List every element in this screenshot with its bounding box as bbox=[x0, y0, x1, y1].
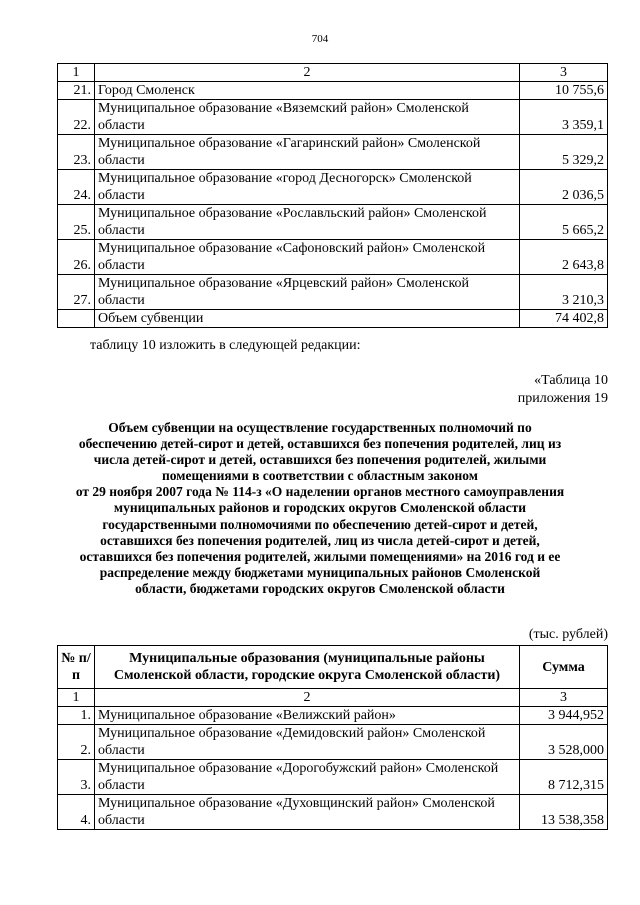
row-name: Муниципальное образование «Вяземский район» Смоленской области bbox=[95, 100, 520, 135]
row-number: 1. bbox=[58, 707, 95, 725]
row-number: 21. bbox=[58, 82, 95, 100]
total-row bbox=[58, 310, 608, 328]
header-municipality: Муниципальные образования (муниципальные районы Смоленской области, городские округа Смоленской области) bbox=[95, 646, 520, 689]
row-number: 26. bbox=[58, 240, 95, 275]
total-number-cell bbox=[58, 310, 95, 328]
row-number: 4. bbox=[58, 795, 95, 830]
table-title bbox=[40, 420, 600, 597]
units-label: (тыс. рублей) bbox=[528, 627, 608, 642]
row-amount: 10 755,6 bbox=[520, 82, 608, 100]
index-cell: 3 bbox=[520, 64, 608, 82]
table-row bbox=[58, 760, 608, 795]
row-number: 27. bbox=[58, 275, 95, 310]
table-row bbox=[58, 82, 608, 100]
row-number: 22. bbox=[58, 100, 95, 135]
index-cell: 3 bbox=[520, 689, 608, 707]
table-reference bbox=[518, 372, 608, 408]
table-row bbox=[58, 100, 608, 135]
title-line: государственными полномочиями по обеспечению детей-сирот и детей, bbox=[102, 516, 538, 532]
table-row bbox=[58, 725, 608, 760]
row-number: 3. bbox=[58, 760, 95, 795]
table-row bbox=[58, 205, 608, 240]
title-line: обеспечению детей-сирот и детей, оставшихся без попечения родителей, лиц из bbox=[78, 436, 562, 452]
row-amount: 5 329,2 bbox=[520, 135, 608, 170]
row-amount: 3 359,1 bbox=[520, 100, 608, 135]
row-name: Муниципальное образование «Духовщинский район» Смоленской области bbox=[95, 795, 520, 830]
index-cell: 2 bbox=[95, 689, 520, 707]
title-line: Объем субвенции на осуществление государственных полномочий по bbox=[108, 420, 532, 435]
instruction-text: таблицу 10 изложить в следующей редакции: bbox=[90, 338, 361, 353]
row-name: Муниципальное образование «Сафоновский район» Смоленской области bbox=[95, 240, 520, 275]
total-label: Объем субвенции bbox=[95, 310, 520, 328]
header-number: № п/п bbox=[58, 646, 95, 689]
row-amount: 8 712,315 bbox=[520, 760, 608, 795]
row-name: Муниципальное образование «Демидовский район» Смоленской области bbox=[95, 725, 520, 760]
title-line: помещениями в соответствии с областным законом bbox=[162, 468, 478, 484]
subvention-table-2016 bbox=[57, 645, 608, 830]
row-amount: 2 036,5 bbox=[520, 170, 608, 205]
row-amount: 2 643,8 bbox=[520, 240, 608, 275]
title-line: муниципальных районов и городских округов Смоленской области bbox=[113, 500, 527, 516]
header-amount: Сумма bbox=[520, 646, 608, 689]
row-name: Муниципальное образование «город Десногорск» Смоленской области bbox=[95, 170, 520, 205]
row-amount: 5 665,2 bbox=[520, 205, 608, 240]
index-cell: 2 bbox=[95, 64, 520, 82]
table-header-row bbox=[58, 646, 608, 689]
subvention-table-previous bbox=[57, 63, 608, 328]
table-reference-line: «Таблица 10 bbox=[534, 373, 608, 388]
table-index-row bbox=[58, 64, 608, 82]
row-name: Муниципальное образование «Ярцевский район» Смоленской области bbox=[95, 275, 520, 310]
title-line: оставшихся без попечения родителей, лиц из числа детей-сирот и детей, bbox=[100, 532, 540, 548]
index-cell: 1 bbox=[58, 689, 95, 707]
row-amount: 13 538,358 bbox=[520, 795, 608, 830]
table-row bbox=[58, 135, 608, 170]
table-row bbox=[58, 707, 608, 725]
row-amount: 3 210,3 bbox=[520, 275, 608, 310]
title-line: от 29 ноября 2007 года № 114-з «О наделении органов местного самоуправления bbox=[75, 484, 565, 500]
table-row bbox=[58, 170, 608, 205]
table-row bbox=[58, 275, 608, 310]
row-number: 2. bbox=[58, 725, 95, 760]
row-name: Муниципальное образование «Велижский район» bbox=[95, 707, 520, 725]
index-cell: 1 bbox=[58, 64, 95, 82]
title-line: оставшихся без попечения родителей, жилыми помещениями» на 2016 год и ее bbox=[79, 548, 561, 564]
page-number: 704 bbox=[311, 33, 329, 45]
title-line: области, бюджетами городских округов Смоленской области bbox=[135, 580, 505, 596]
table-index-row bbox=[58, 689, 608, 707]
row-number: 25. bbox=[58, 205, 95, 240]
title-line: числа детей-сирот и детей, оставшихся без попечения родителей, жилыми bbox=[93, 452, 547, 468]
table-row bbox=[58, 795, 608, 830]
table-row bbox=[58, 240, 608, 275]
row-amount: 3 944,952 bbox=[520, 707, 608, 725]
row-name: Муниципальное образование «Рославльский район» Смоленской области bbox=[95, 205, 520, 240]
table-reference-line: приложения 19 bbox=[517, 391, 608, 406]
row-name: Город Смоленск bbox=[95, 82, 520, 100]
row-amount: 3 528,000 bbox=[520, 725, 608, 760]
title-line: распределение между бюджетами муниципальных районов Смоленской bbox=[99, 564, 541, 580]
row-number: 24. bbox=[58, 170, 95, 205]
total-amount: 74 402,8 bbox=[520, 310, 608, 328]
row-number: 23. bbox=[58, 135, 95, 170]
row-name: Муниципальное образование «Дорогобужский район» Смоленской области bbox=[95, 760, 520, 795]
row-name: Муниципальное образование «Гагаринский район» Смоленской области bbox=[95, 135, 520, 170]
